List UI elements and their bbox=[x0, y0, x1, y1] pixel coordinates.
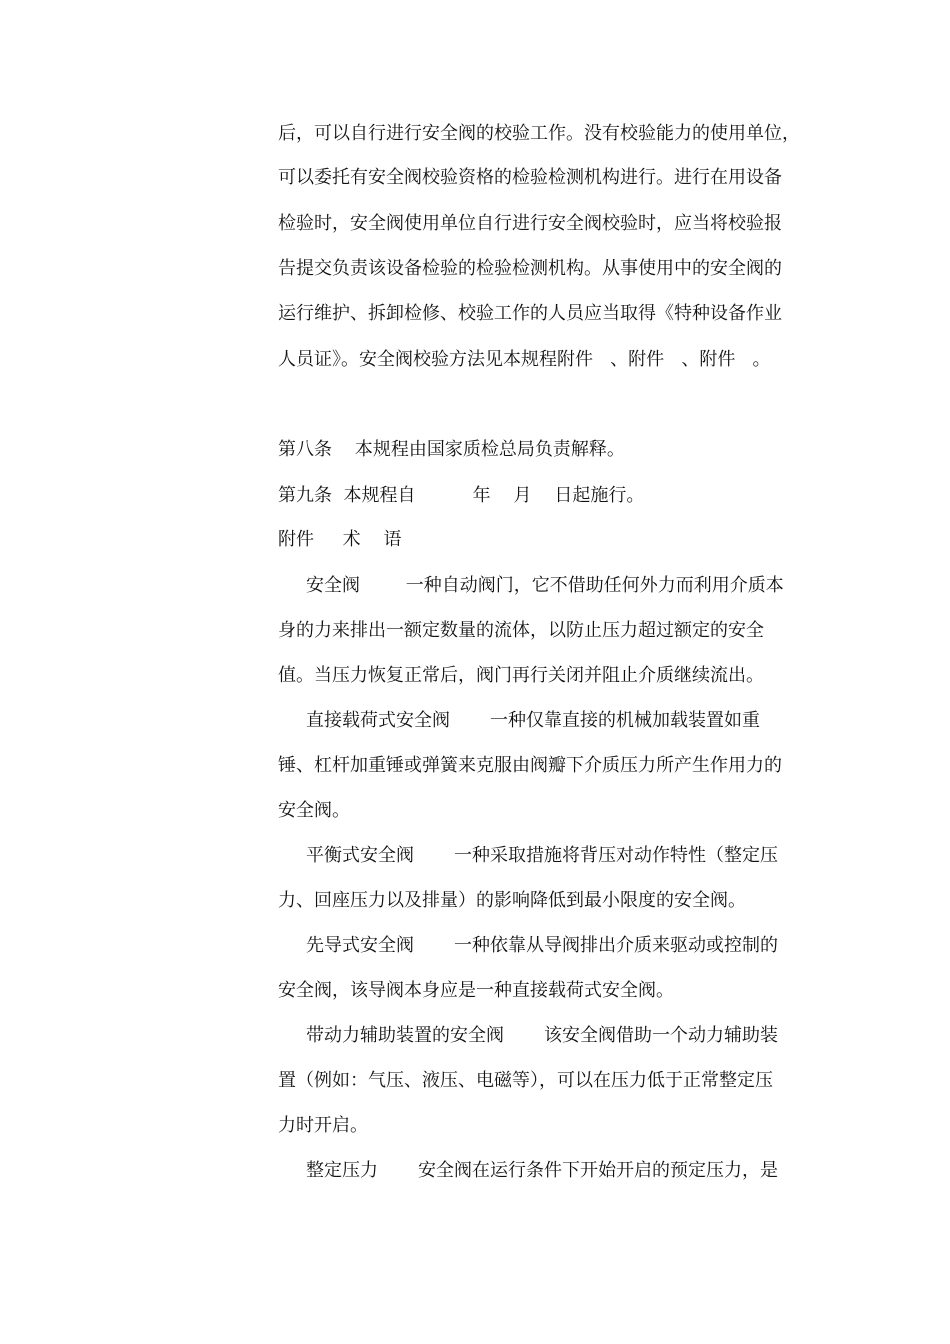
article-nine: 第九条 本规程自 年 月 日起施行。 bbox=[278, 485, 645, 506]
term-direct-loaded: 直接载荷式安全阀 一种仅靠直接的机械加载装置如重 bbox=[306, 710, 761, 731]
paragraph-line: 力、回座压力以及排量）的影响降低到最小限度的安全阀。 bbox=[278, 890, 746, 911]
term-balanced: 平衡式安全阀 一种采取措施将背压对动作特性（整定压 bbox=[306, 845, 779, 866]
paragraph-line: 力时开启。 bbox=[278, 1115, 368, 1136]
paragraph-line: 运行维护、拆卸检修、校验工作的人员应当取得《特种设备作业 bbox=[278, 303, 782, 324]
term-set-pressure: 整定压力 安全阀在运行条件下开始开启的预定压力，是 bbox=[306, 1160, 779, 1181]
paragraph-line: 身的力来排出一额定数量的流体，以防止压力超过额定的安全 bbox=[278, 620, 764, 641]
paragraph-line: 可以委托有安全阀校验资格的检验检测机构进行。进行在用设备 bbox=[278, 167, 782, 188]
paragraph-line: 置（例如：气压、液压、电磁等），可以在压力低于正常整定压 bbox=[278, 1070, 773, 1091]
paragraph-line: 安全阀，该导阀本身应是一种直接载荷式安全阀。 bbox=[278, 980, 674, 1001]
paragraph-line: 值。当压力恢复正常后，阀门再行关闭并阻止介质继续流出。 bbox=[278, 665, 764, 686]
paragraph-line: 锤、杠杆加重锤或弹簧来克服由阀瓣下介质压力所产生作用力的 bbox=[278, 755, 782, 776]
article-eight: 第八条 本规程由国家质检总局负责解释。 bbox=[278, 439, 625, 460]
paragraph-line: 后，可以自行进行安全阀的校验工作。没有校验能力的使用单位， bbox=[278, 123, 800, 144]
paragraph-line: 安全阀。 bbox=[278, 800, 350, 821]
paragraph-line: 检验时，安全阀使用单位自行进行安全阀校验时，应当将校验报 bbox=[278, 213, 782, 234]
appendix-heading: 附件 术 语 bbox=[278, 529, 402, 550]
paragraph-line: 人员证》。安全阀校验方法见本规程附件 、附件 、附件 。 bbox=[278, 349, 771, 370]
term-safety-valve: 安全阀 一种自动阀门，它不借助任何外力而利用介质本 bbox=[306, 575, 784, 596]
term-pilot-operated: 先导式安全阀 一种依靠从导阀排出介质来驱动或控制的 bbox=[306, 935, 779, 956]
paragraph-line: 告提交负责该设备检验的检验检测机构。从事使用中的安全阀的 bbox=[278, 258, 782, 279]
term-power-assisted: 带动力辅助装置的安全阀 该安全阀借助一个动力辅助装 bbox=[306, 1025, 779, 1046]
